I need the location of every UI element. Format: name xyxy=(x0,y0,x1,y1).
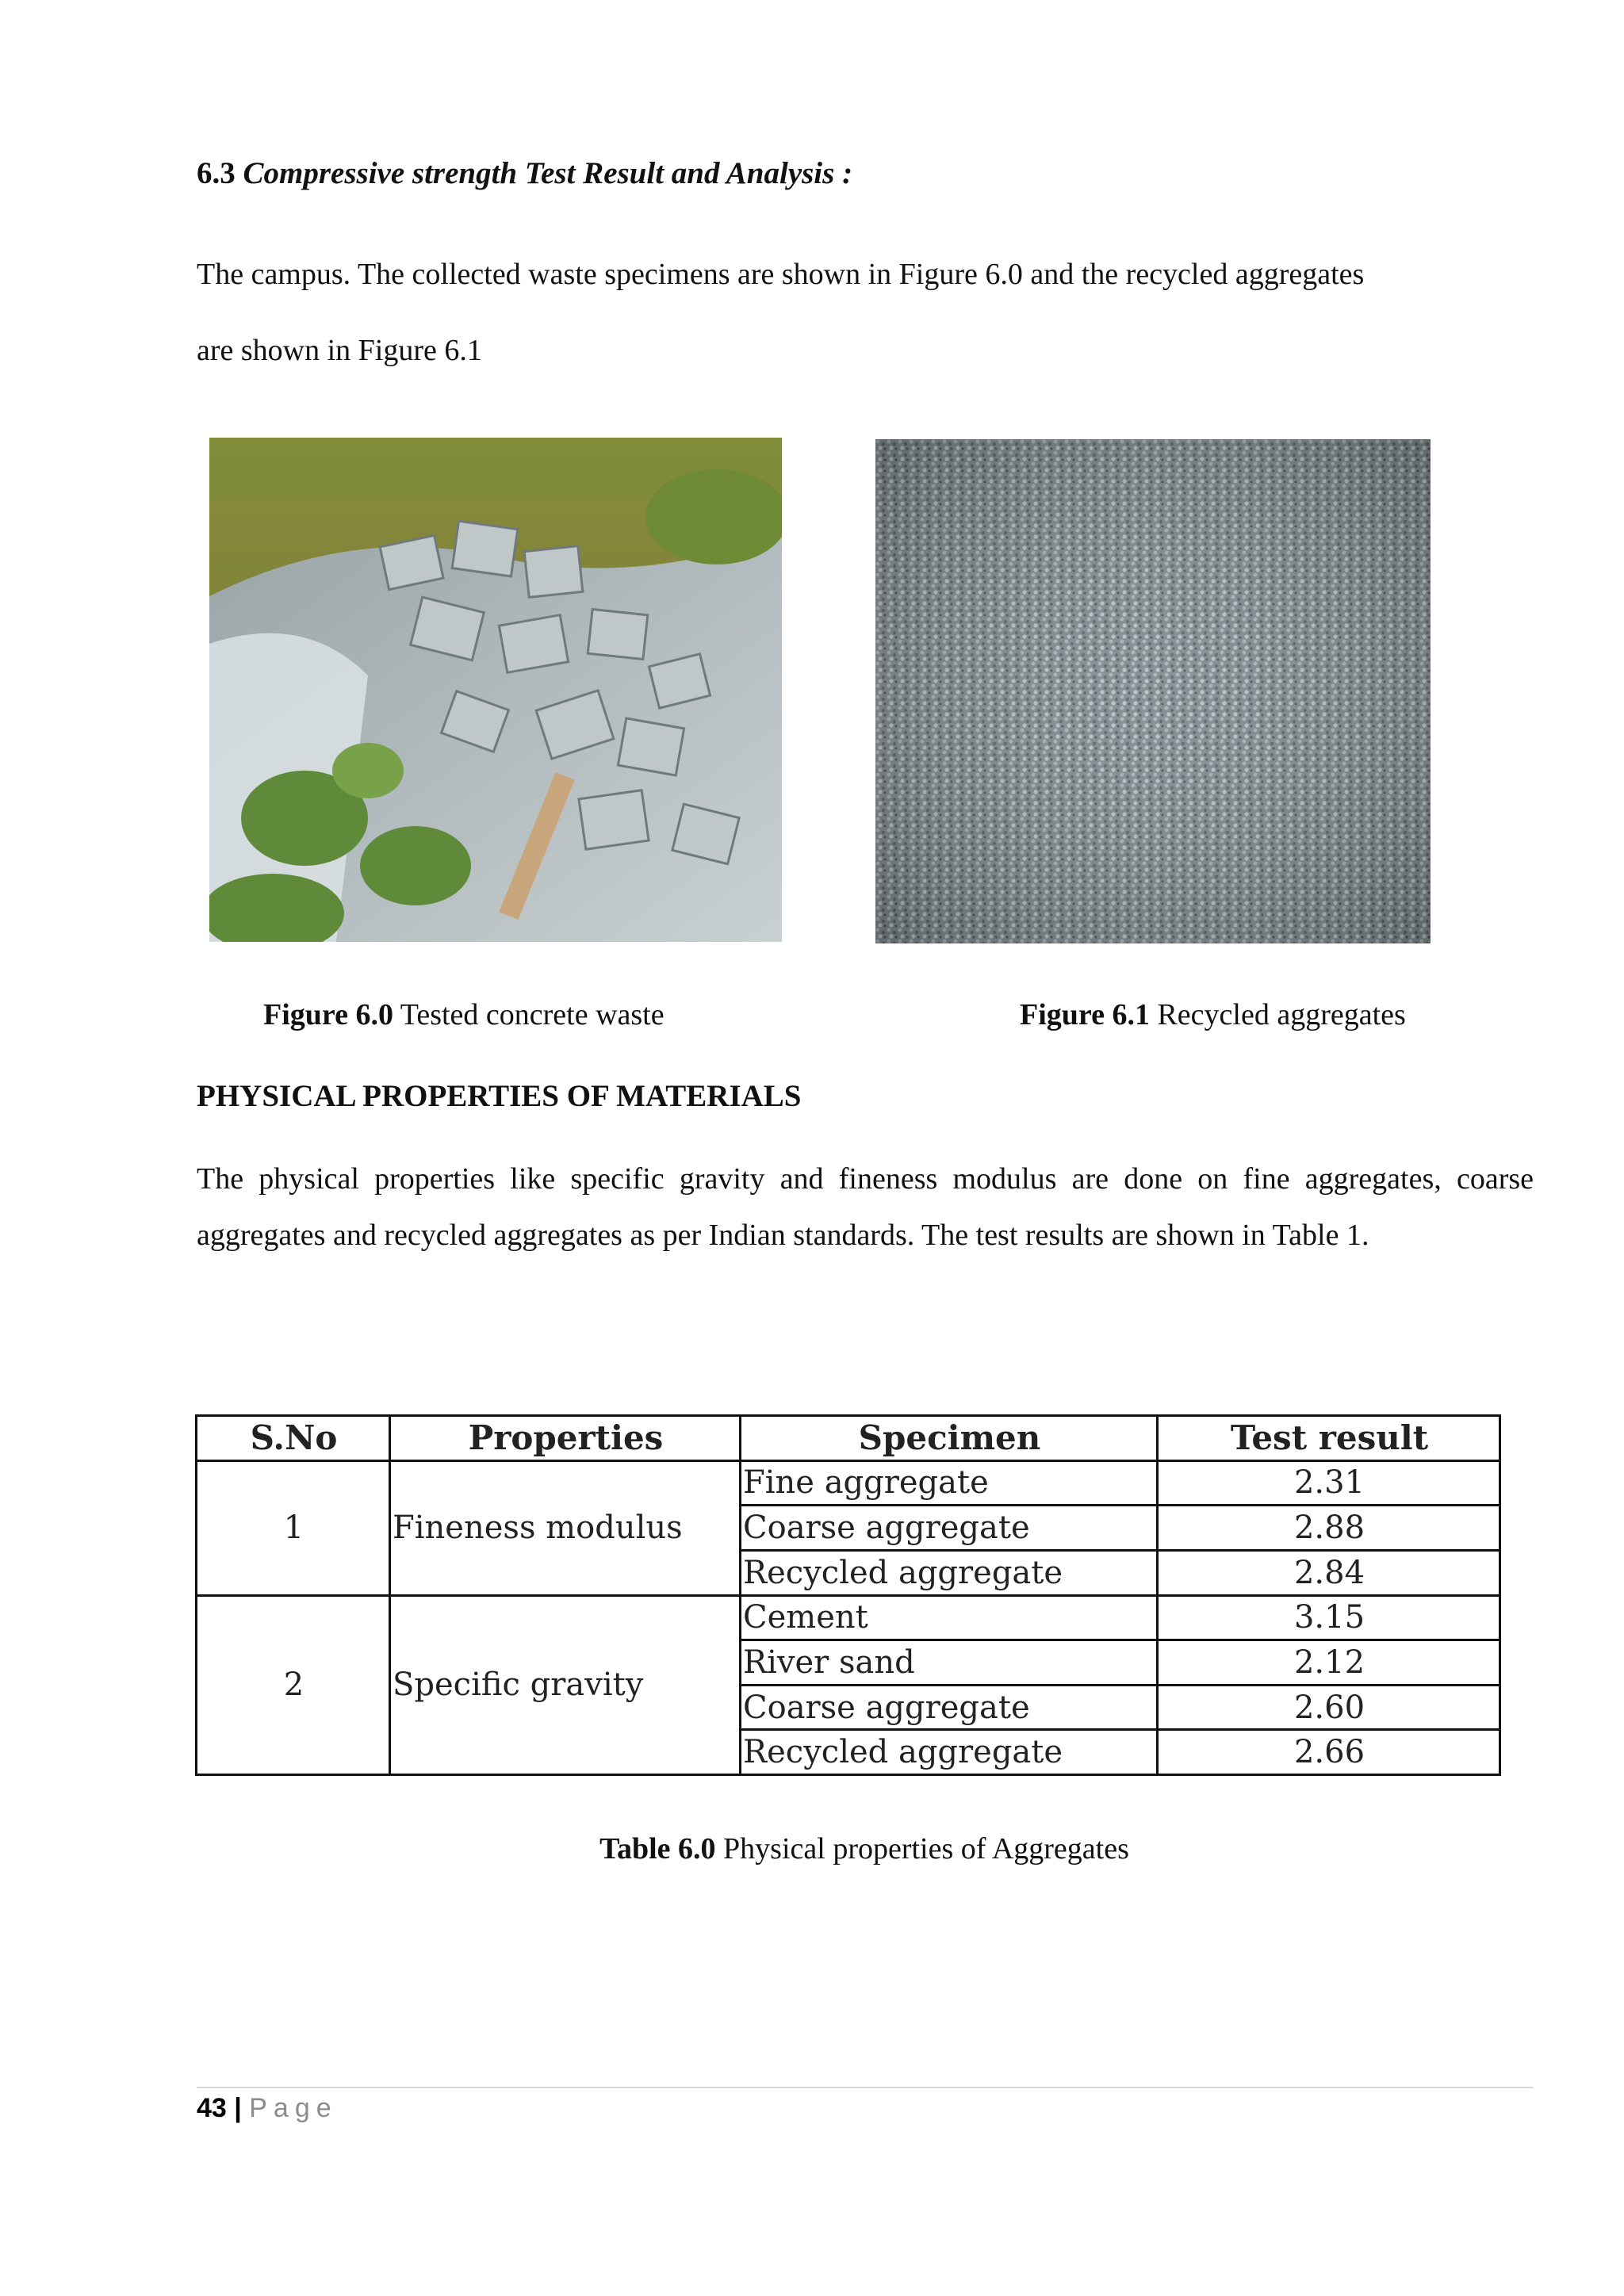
property-cell: Fineness modulus xyxy=(390,1460,741,1595)
result-cell: 2.12 xyxy=(1158,1640,1500,1686)
intro-line-2: are shown in Figure 6.1 xyxy=(197,334,482,367)
intro-line-1: The campus. The collected waste specimens are shown in Figure 6.0 and the recycled aggregates xyxy=(197,258,1365,291)
table-row xyxy=(197,1595,1500,1640)
header-specimen: Specimen xyxy=(741,1416,1158,1461)
result-cell: 2.60 xyxy=(1158,1685,1500,1730)
recycled-aggregates-photo xyxy=(875,439,1431,943)
specimen-cell: River sand xyxy=(741,1640,1158,1686)
result-cell: 2.31 xyxy=(1158,1460,1500,1506)
specimen-cell: Recycled aggregate xyxy=(741,1550,1158,1595)
figure-6-0-caption xyxy=(263,997,665,1032)
result-cell: 3.15 xyxy=(1158,1595,1500,1640)
figure-6-1-label: Figure 6.1 xyxy=(1020,998,1150,1031)
specimen-cell: Fine aggregate xyxy=(741,1460,1158,1506)
figure-6-1-text: Recycled aggregates xyxy=(1149,998,1406,1031)
result-cell: 2.88 xyxy=(1158,1506,1500,1551)
physical-properties-paragraph: The physical properties like specific gravity and fineness modulus are done on fine aggregates, coarse aggregates and recycled aggregates as per Indian standards. The test results are shown in Table 1. xyxy=(197,1162,1534,1252)
table-6-0-label: Table 6.0 xyxy=(599,1832,716,1866)
table-row xyxy=(197,1460,1500,1506)
page-number: 43 xyxy=(197,2093,227,2123)
section-number: 6.3 xyxy=(197,156,236,190)
header-test-result: Test result xyxy=(1158,1416,1500,1461)
sno-cell: 2 xyxy=(197,1595,390,1775)
header-sno: S.No xyxy=(197,1416,390,1461)
page-footer xyxy=(197,2093,338,2124)
concrete-waste-photo xyxy=(209,438,782,942)
result-cell: 2.66 xyxy=(1158,1730,1500,1775)
specimen-cell: Coarse aggregate xyxy=(741,1685,1158,1730)
specimen-cell: Cement xyxy=(741,1595,1158,1640)
sno-cell: 1 xyxy=(197,1460,390,1595)
physical-properties-heading: PHYSICAL PROPERTIES OF MATERIALS xyxy=(197,1079,802,1113)
result-cell: 2.84 xyxy=(1158,1550,1500,1595)
table-6-0-text: Physical properties of Aggregates xyxy=(715,1832,1129,1866)
property-cell: Specific gravity xyxy=(390,1595,741,1775)
table-header-row xyxy=(197,1416,1500,1461)
figure-6-0-label: Figure 6.0 xyxy=(263,998,393,1031)
page-word: Page xyxy=(249,2093,338,2123)
section-title: Compressive strength Test Result and Analysis : xyxy=(243,156,853,190)
section-heading xyxy=(197,155,852,191)
figure-6-1-caption xyxy=(1020,997,1406,1032)
header-properties: Properties xyxy=(390,1416,741,1461)
table-6-0-caption xyxy=(0,1831,1624,1866)
specimen-cell: Coarse aggregate xyxy=(741,1506,1158,1551)
physical-properties-table xyxy=(195,1414,1501,1776)
footer-divider xyxy=(197,2087,1534,2088)
specimen-cell: Recycled aggregate xyxy=(741,1730,1158,1775)
page-separator: | xyxy=(226,2093,250,2123)
figure-6-0-text: Tested concrete waste xyxy=(393,998,665,1031)
